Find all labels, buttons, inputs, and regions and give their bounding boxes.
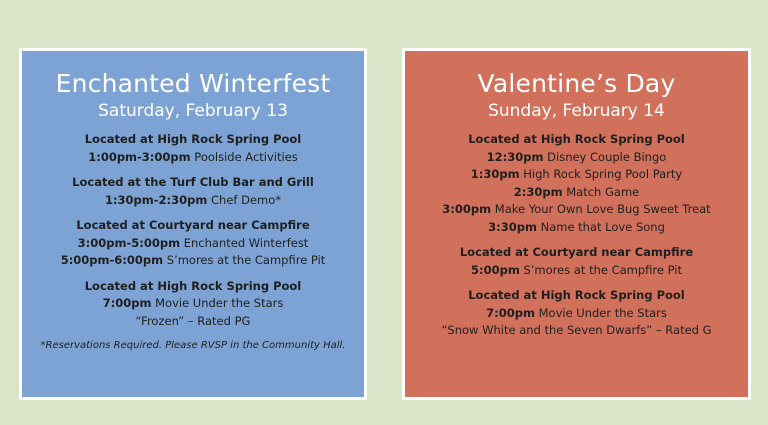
panel-title: Valentine’s Day	[477, 69, 676, 98]
schedule-item	[22, 149, 364, 167]
winterfest-panel	[19, 48, 367, 400]
event-time: 3:00pm-5:00pm	[77, 235, 181, 250]
event-time: 7:00pm	[102, 296, 152, 310]
schedule-item	[22, 295, 364, 313]
location-heading: Located at High Rock Spring Pool	[468, 132, 685, 146]
event-name: Match Game	[566, 184, 640, 199]
event-name: Movie Under the Stars	[538, 305, 667, 320]
event-time: 1:30pm-2:30pm	[104, 192, 208, 207]
event-time: 5:00pm	[470, 262, 520, 277]
schedule-item	[405, 201, 748, 219]
movie-title: “Frozen” – Rated PG	[135, 313, 251, 328]
location-heading: Located at Courtyard near Campfire	[76, 218, 310, 232]
event-time: 3:00pm	[442, 202, 492, 216]
schedule-item	[22, 235, 364, 253]
movie-title: “Snow White and the Seven Dwarfs” – Rated G	[441, 323, 712, 337]
schedule-item	[405, 149, 748, 167]
event-name: Name that Love Song	[540, 219, 665, 234]
schedule-item	[405, 305, 748, 323]
event-time: 7:00pm	[486, 305, 535, 320]
location-heading: Located at High Rock Spring Pool	[468, 288, 685, 302]
event-time: 1:00pm-3:00pm	[88, 149, 191, 164]
schedule-section	[405, 244, 748, 279]
valentines-panel	[402, 48, 751, 400]
event-time: 12:30pm	[486, 149, 544, 164]
event-name: S’mores at the Campfire Pit	[523, 262, 683, 277]
event-time: 2:30pm	[513, 184, 563, 199]
location-heading: Located at the Turf Club Bar and Grill	[72, 175, 314, 189]
schedule-item	[405, 166, 748, 184]
panel-date: Saturday, February 13	[98, 101, 288, 121]
event-name: Movie Under the Stars	[155, 296, 284, 310]
schedule-section	[405, 131, 748, 236]
schedule-section	[22, 217, 364, 270]
event-time: 1:30pm	[470, 167, 520, 181]
schedule-section	[22, 278, 364, 331]
reservation-note: *Reservations Required. Please RVSP in the Community Hall.	[40, 340, 346, 351]
schedule-section	[22, 131, 364, 166]
event-time: 5:00pm-6:00pm	[60, 253, 164, 267]
event-name: Disney Couple Bingo	[547, 149, 667, 164]
event-name: Poolside Activities	[194, 149, 298, 164]
location-heading: Located at High Rock Spring Pool	[84, 278, 302, 293]
event-time: 3:30pm	[488, 219, 537, 234]
event-name: Enchanted Winterfest	[183, 235, 309, 250]
event-name: Chef Demo*	[211, 192, 282, 207]
panel-title: Enchanted Winterfest	[55, 69, 331, 98]
schedule-item	[22, 252, 364, 270]
event-name: Make Your Own Love Bug Sweet Treat	[494, 202, 711, 216]
schedule-item	[22, 192, 364, 210]
location-heading: Located at Courtyard near Campfire	[459, 245, 694, 259]
schedule-section	[405, 287, 748, 340]
schedule-item	[405, 262, 748, 280]
schedule-section	[22, 174, 364, 209]
schedule-item	[405, 219, 748, 237]
location-heading: Located at High Rock Spring Pool	[84, 132, 302, 146]
schedule-item	[405, 184, 748, 202]
event-name: S’mores at the Campfire Pit	[166, 253, 326, 267]
event-name: High Rock Spring Pool Party	[523, 167, 683, 181]
panel-date: Sunday, February 14	[488, 101, 665, 121]
